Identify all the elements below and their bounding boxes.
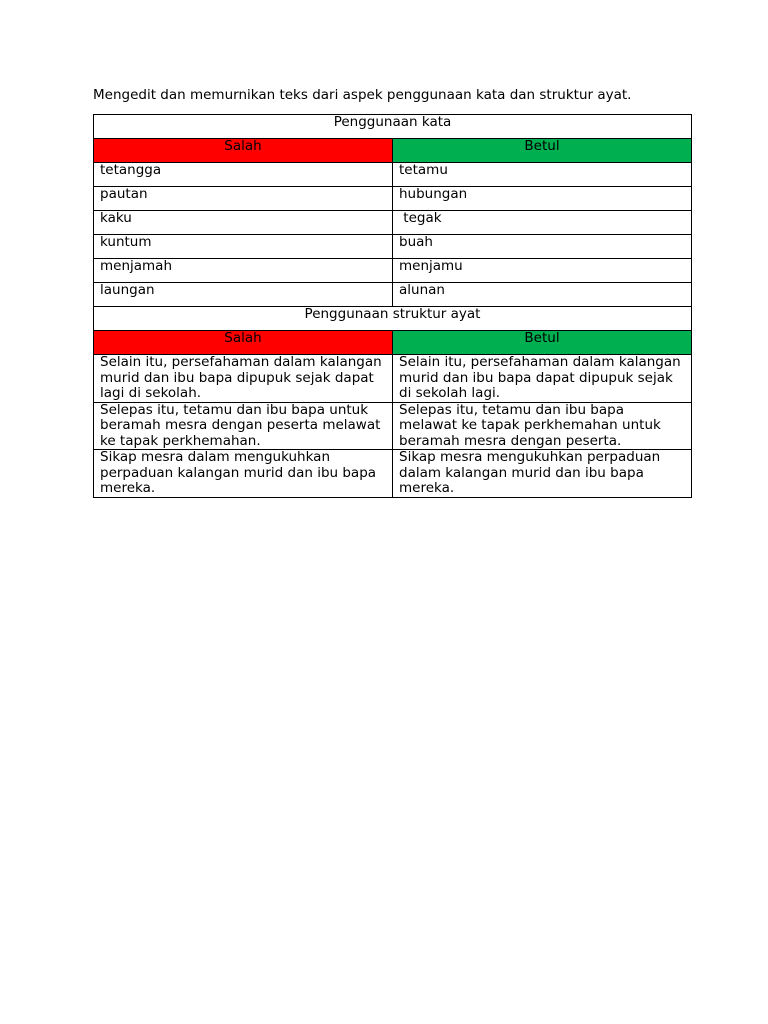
wrong-word: pautan [94,187,393,211]
table-row [94,211,692,235]
column-header-salah: Salah [94,331,393,355]
intro-text: Mengedit dan memurnikan teks dari aspek penggunaan kata dan struktur ayat. [93,87,632,103]
wrong-word: menjamah [94,259,393,283]
wrong-word: kaku [94,211,393,235]
wrong-sentence: Sikap mesra dalam mengukuhkan perpaduan kalangan murid dan ibu bapa mereka. [94,450,393,498]
table-row [94,355,692,403]
table-row [94,402,692,450]
correct-sentence: Sikap mesra mengukuhkan perpaduan dalam kalangan murid dan ibu bapa mereka. [393,450,692,498]
correct-word: menjamu [393,259,692,283]
section-title-sentence-structure: Penggunaan struktur ayat [94,307,692,331]
correct-word: buah [393,235,692,259]
wrong-sentence: Selepas itu, tetamu dan ibu bapa untuk beramah mesra dengan peserta melawat ke tapak perkhemahan. [94,402,393,450]
header-row-word-usage [94,139,692,163]
correct-word: tegak [393,211,692,235]
wrong-word: tetangga [94,163,393,187]
section-row-word-usage [94,115,692,139]
wrong-word: kuntum [94,235,393,259]
table-row [94,235,692,259]
section-title-word-usage: Penggunaan kata [94,115,692,139]
table-row [94,187,692,211]
table-row [94,283,692,307]
correct-word: alunan [393,283,692,307]
correct-word: tetamu [393,163,692,187]
wrong-sentence: Selain itu, persefahaman dalam kalangan murid dan ibu bapa dipupuk sejak dapat lagi di sekolah. [94,355,393,403]
wrong-word: laungan [94,283,393,307]
correct-word: hubungan [393,187,692,211]
column-header-salah: Salah [94,139,393,163]
column-header-betul: Betul [393,331,692,355]
section-row-sentence-structure [94,307,692,331]
column-header-betul: Betul [393,139,692,163]
table-row [94,450,692,498]
table-row [94,259,692,283]
header-row-sentence-structure [94,331,692,355]
table-row [94,163,692,187]
correct-sentence: Selepas itu, tetamu dan ibu bapa melawat ke tapak perkhemahan untuk beramah mesra dengan peserta. [393,402,692,450]
correct-sentence: Selain itu, persefahaman dalam kalangan murid dan ibu bapa dapat dipupuk sejak di sekolah lagi. [393,355,692,403]
correction-table [93,114,692,498]
